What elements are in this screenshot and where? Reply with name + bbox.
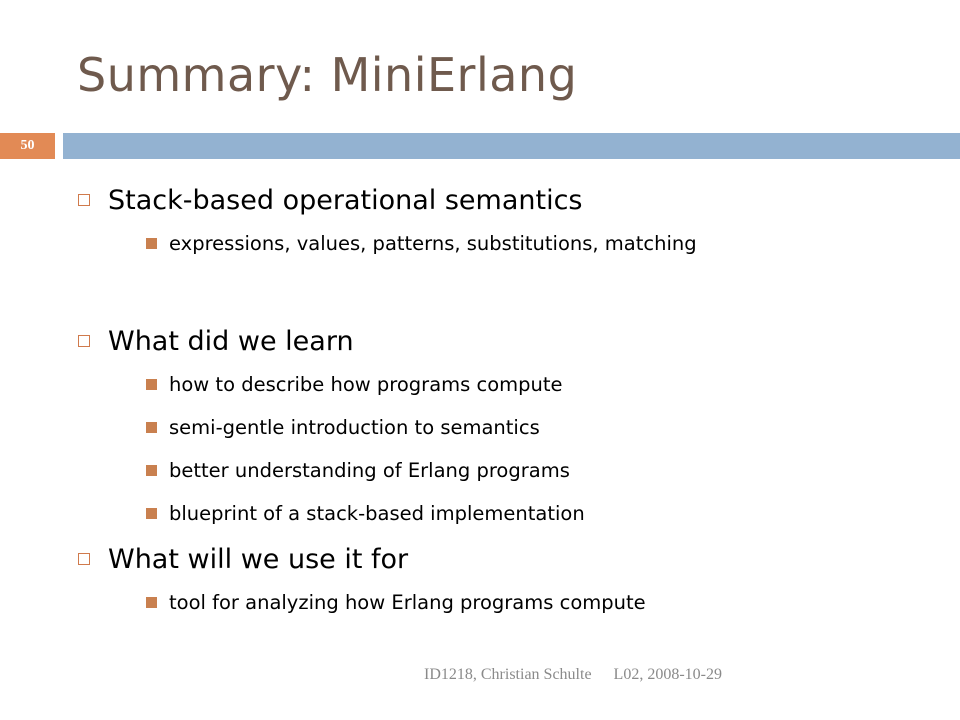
- bullet-content: [78, 178, 938, 624]
- level1-bullet: [78, 537, 938, 581]
- bullet-item: expressions, values, patterns, substitutions, matching: [169, 232, 697, 255]
- bullet-heading: What will we use it for: [108, 543, 409, 575]
- section-stack-semantics: [78, 178, 938, 265]
- level2-bullet: [78, 449, 938, 492]
- filled-square-bullet-icon: [146, 238, 157, 249]
- level2-bullet: [78, 406, 938, 449]
- level2-bullet: [78, 581, 938, 624]
- slide-footer: [424, 666, 722, 684]
- filled-square-bullet-icon: [146, 508, 157, 519]
- bullet-item: better understanding of Erlang programs: [169, 459, 570, 482]
- footer-course: ID1218, Christian Schulte: [424, 666, 592, 683]
- section-what-did-we-learn: [78, 319, 938, 535]
- hollow-square-bullet-icon: [78, 194, 90, 206]
- level2-bullet: [78, 492, 938, 535]
- slide-number: 50: [20, 138, 35, 153]
- hollow-square-bullet-icon: [78, 335, 90, 347]
- level2-bullet: [78, 363, 938, 406]
- slide-number-badge: [0, 133, 55, 159]
- filled-square-bullet-icon: [146, 422, 157, 433]
- filled-square-bullet-icon: [146, 379, 157, 390]
- header-divider-bar: [63, 133, 960, 159]
- bullet-item: how to describe how programs compute: [169, 373, 563, 396]
- bullet-item: semi-gentle introduction to semantics: [169, 416, 540, 439]
- level1-bullet: [78, 178, 938, 222]
- slide-title: Summary: MiniErlang: [77, 48, 578, 102]
- level1-bullet: [78, 319, 938, 363]
- bullet-item: blueprint of a stack-based implementation: [169, 502, 585, 525]
- bullet-heading: Stack-based operational semantics: [108, 184, 583, 216]
- section-what-will-we-use: [78, 537, 938, 624]
- hollow-square-bullet-icon: [78, 553, 90, 565]
- bullet-heading: What did we learn: [108, 325, 354, 357]
- filled-square-bullet-icon: [146, 597, 157, 608]
- bullet-item: tool for analyzing how Erlang programs compute: [169, 591, 646, 614]
- footer-lecture: L02, 2008-10-29: [613, 666, 722, 683]
- level2-bullet: [78, 222, 938, 265]
- filled-square-bullet-icon: [146, 465, 157, 476]
